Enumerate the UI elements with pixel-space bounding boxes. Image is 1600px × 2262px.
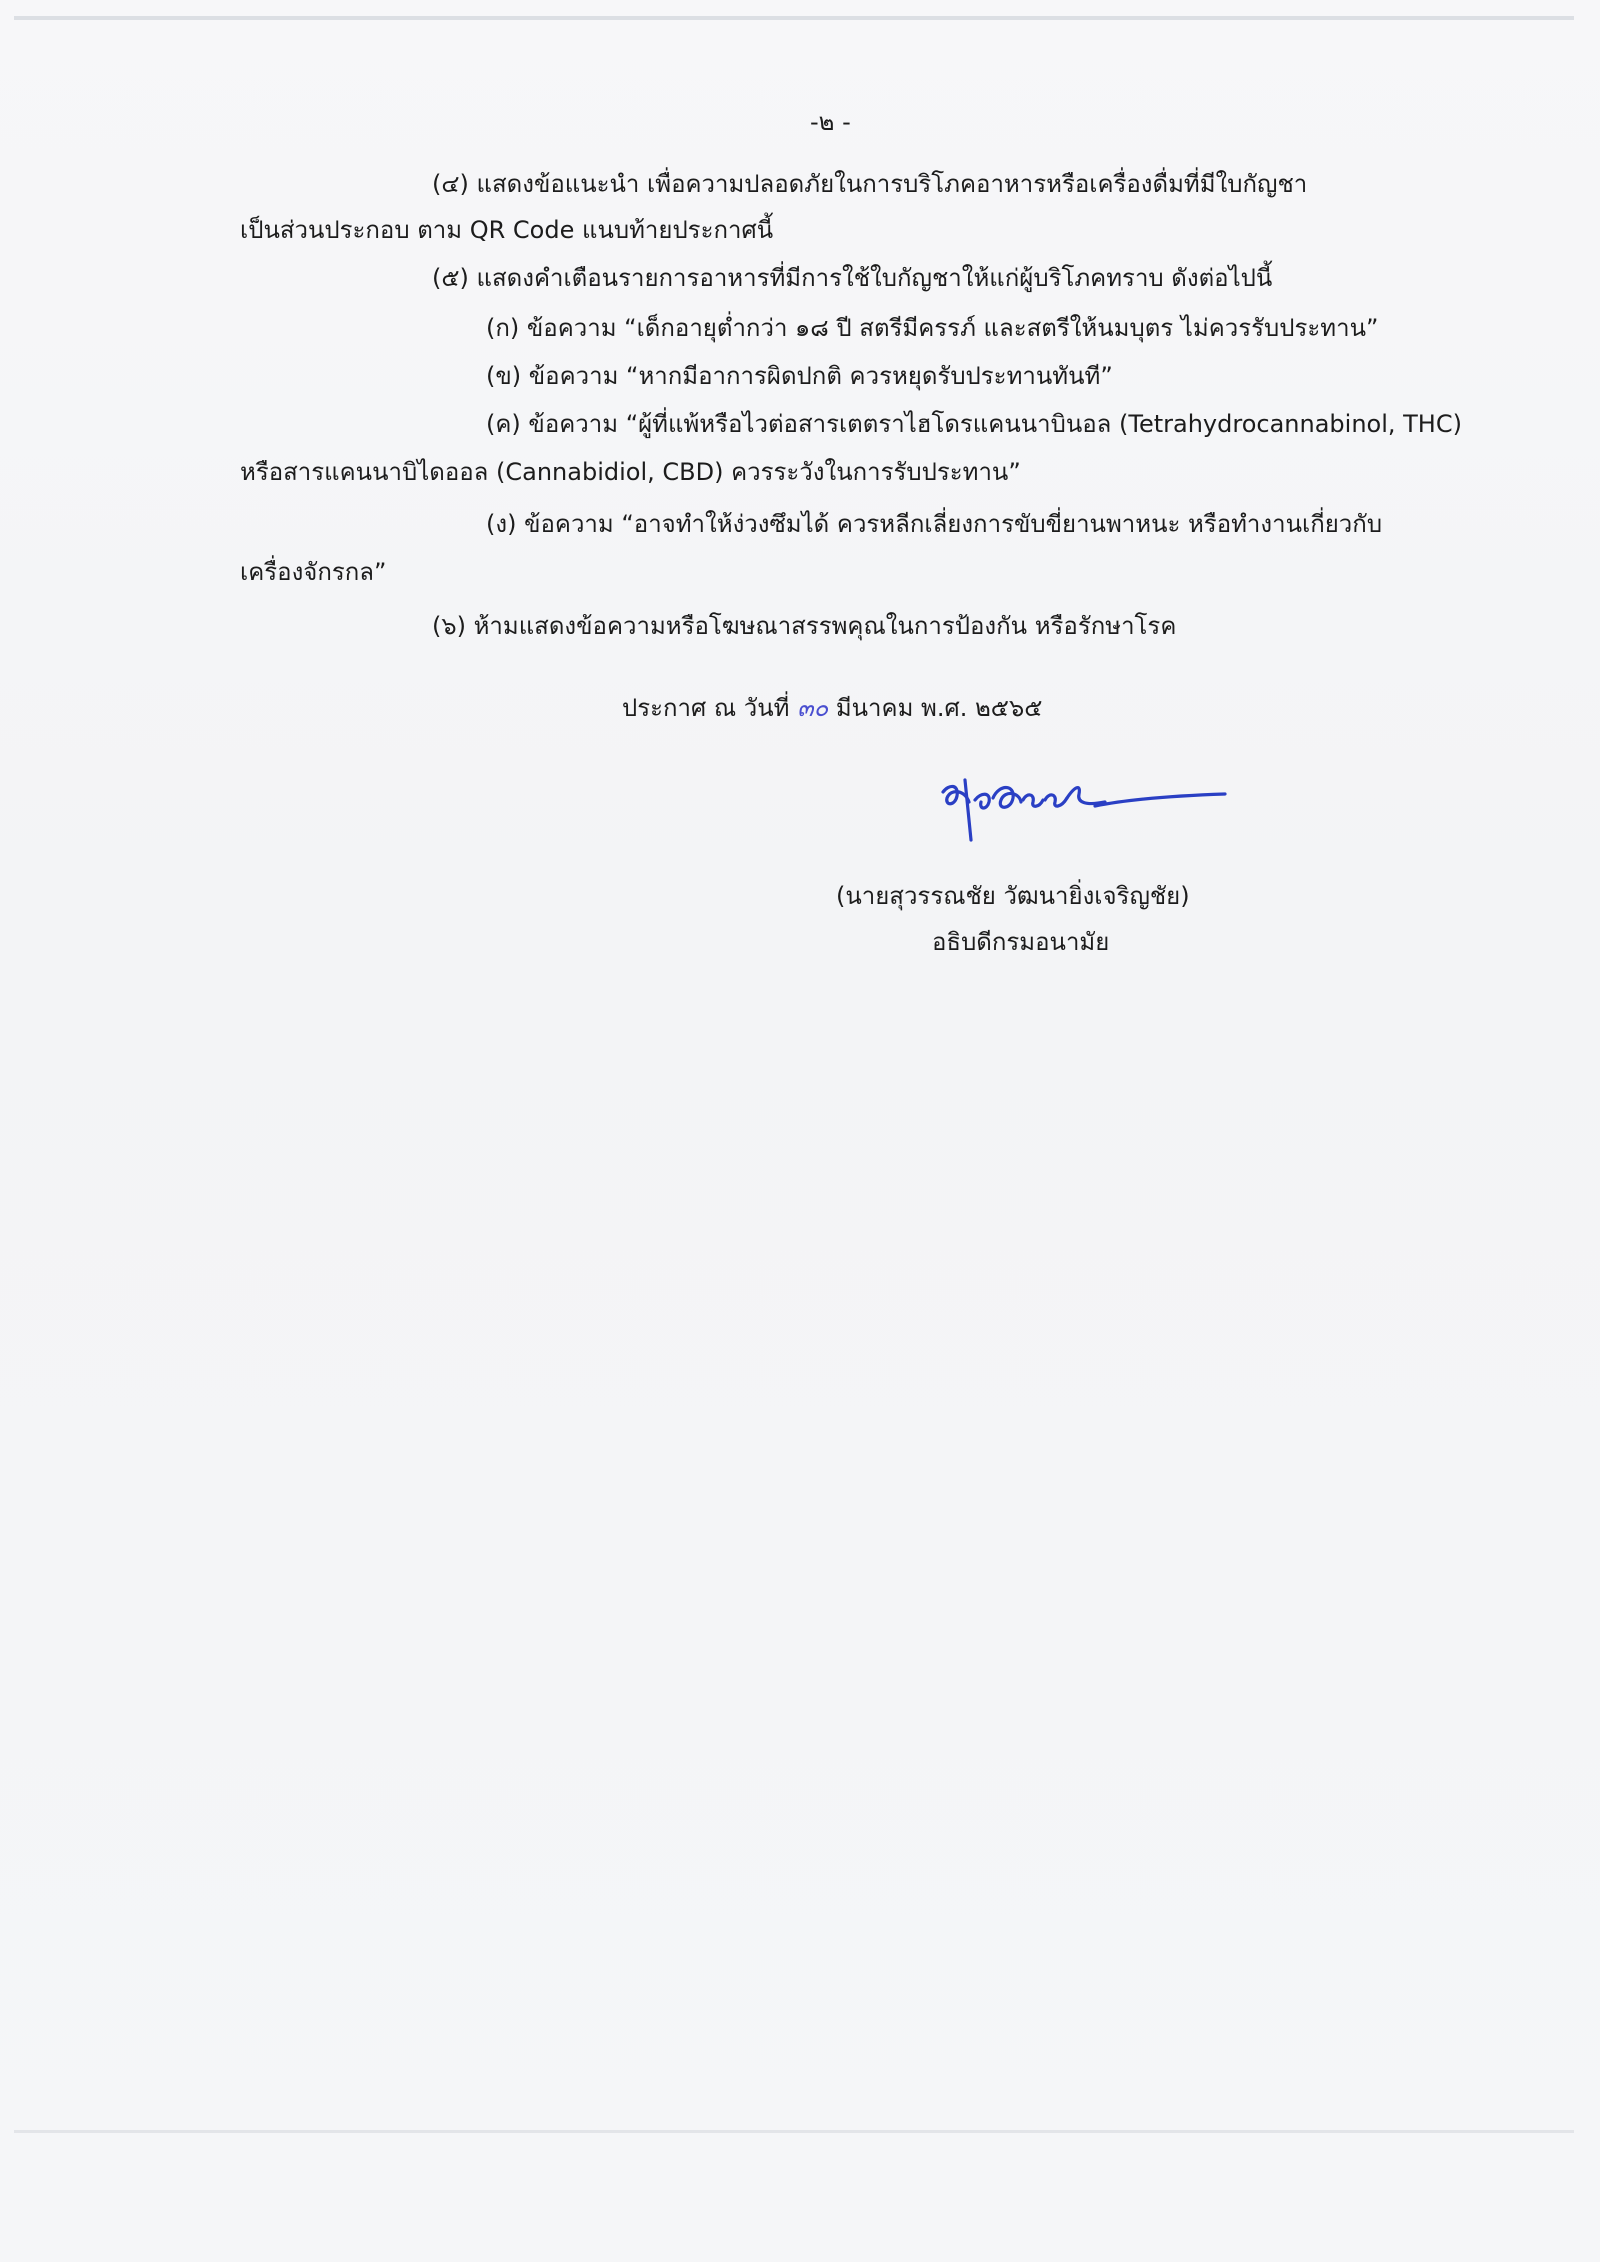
item-6-line1: (๖) ห้ามแสดงข้อความหรือโฆษณาสรรพคุณในการป้องกัน หรือรักษาโรค (432, 612, 1177, 640)
scan-bottom-edge (14, 2130, 1574, 2133)
announcement-suffix: มีนาคม พ.ศ. ๒๕๖๕ (835, 694, 1043, 722)
announcement-date (622, 692, 1042, 724)
announcement-prefix: ประกาศ ณ วันที่ (622, 694, 790, 722)
signatory-title: อธิบดีกรมอนามัย (932, 928, 1110, 956)
item-4-line1: (๔) แสดงข้อแนะนำ เพื่อความปลอดภัยในการบริโภคอาหารหรือเครื่องดื่มที่มีใบกัญชา (432, 170, 1308, 198)
handwritten-signature (935, 770, 1235, 850)
scan-top-edge (14, 16, 1574, 20)
announcement-day-handwritten: ๓๐ (797, 694, 829, 722)
signatory-name: (นายสุวรรณชัย วัฒนายิ่งเจริญชัย) (836, 882, 1190, 910)
item-4-line2: เป็นส่วนประกอบ ตาม QR Code แนบท้ายประกาศนี้ (240, 216, 774, 244)
item-5d-line2: เครื่องจักรกล” (240, 558, 387, 586)
item-5c-line1: (ค) ข้อความ “ผู้ที่แพ้หรือไวต่อสารเตตราไฮโดรแคนนาบินอล (Tetrahydrocannabinol, THC) (486, 410, 1462, 438)
item-5a-line1: (ก) ข้อความ “เด็กอายุต่ำกว่า ๑๘ ปี สตรีมีครรภ์ และสตรีให้นมบุตร ไม่ควรรับประทาน” (486, 314, 1379, 342)
item-5d-line1: (ง) ข้อความ “อาจทำให้ง่วงซึมได้ ควรหลีกเลี่ยงการขับขี่ยานพาหนะ หรือทำงานเกี่ยวกับ (486, 510, 1383, 538)
item-5b-line1: (ข) ข้อความ “หากมีอาการผิดปกติ ควรหยุดรับประทานทันที” (486, 362, 1113, 390)
item-5-line1: (๕) แสดงคำเตือนรายการอาหารที่มีการใช้ใบกัญชาให้แก่ผู้บริโภคทราบ ดังต่อไปนี้ (432, 264, 1273, 292)
page-number: -๒ - (810, 108, 851, 136)
item-5c-line2: หรือสารแคนนาบิไดออล (Cannabidiol, CBD) ควรระวังในการรับประทาน” (240, 458, 1021, 486)
